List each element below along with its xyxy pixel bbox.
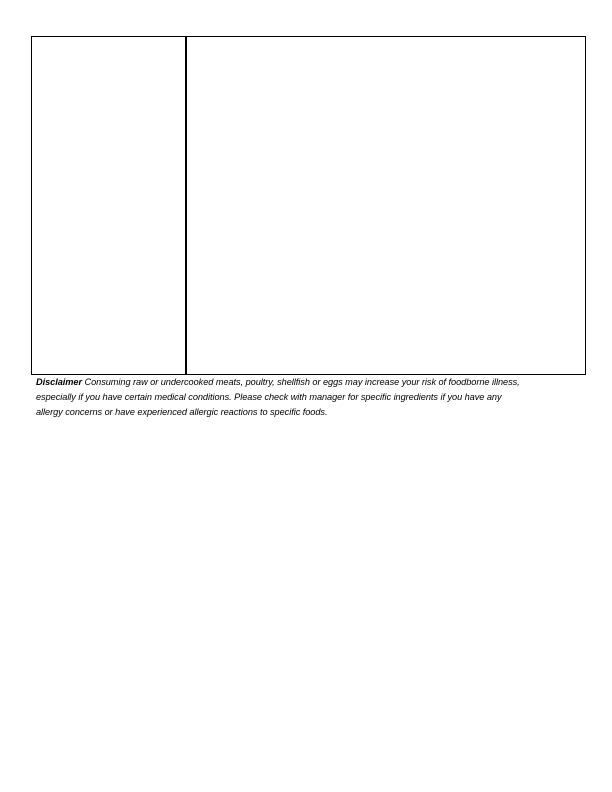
menu-table: [31, 36, 586, 375]
disclaimer-line-2: especially if you have certain medical conditions. Please check with manager for specific ingredients if you have any: [36, 392, 502, 402]
disclaimer-text: [36, 375, 571, 420]
disclaimer-line-3: allergy concerns or have experienced allergic reactions to specific foods.: [36, 407, 328, 417]
menu-table-right-cell: [187, 37, 585, 374]
disclaimer-line-1: Consuming raw or undercooked meats, poultry, shellfish or eggs may increase your risk of foodborne illness,: [81, 377, 520, 387]
menu-table-left-cell: [32, 37, 187, 374]
disclaimer-label: Disclaimer: [36, 377, 82, 387]
